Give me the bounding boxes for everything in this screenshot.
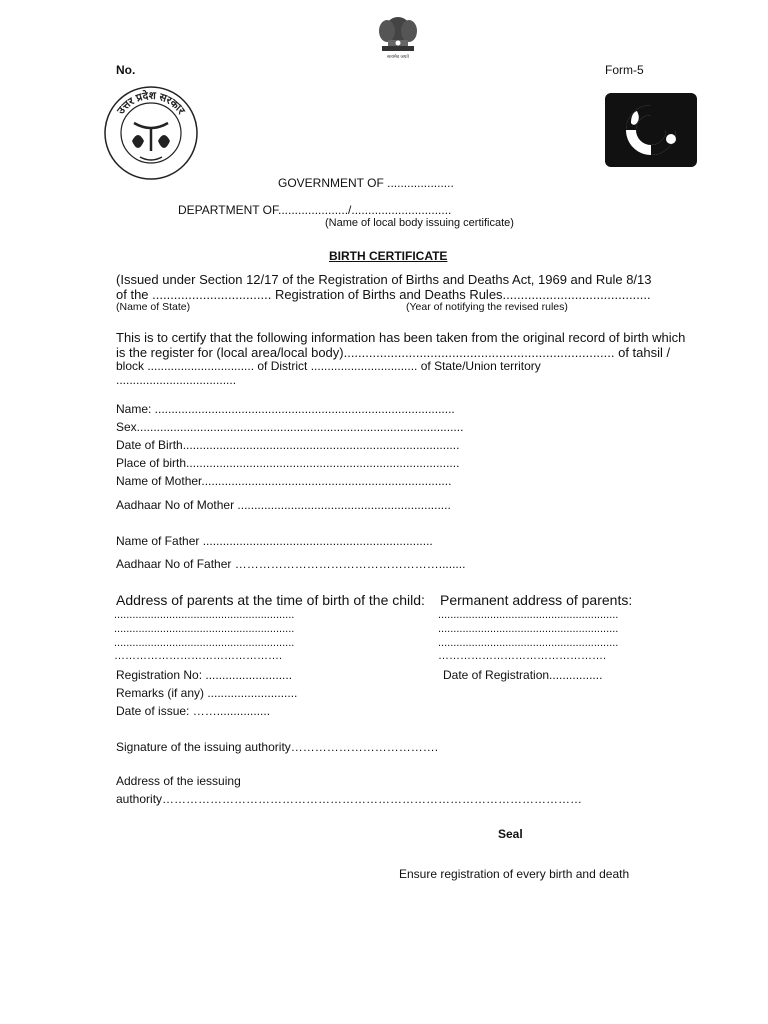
birth-address-line: ………………………………………. [114, 650, 283, 662]
certify-line-2: is the register for (local area/local body)........................................................................... of tahsil / [116, 345, 671, 360]
birth-address-heading: Address of parents at the time of birth of the child: [116, 592, 425, 608]
permanent-address-line: ………………………………………. [438, 650, 607, 662]
field-date-of-birth: Date of Birth................................................................................... [116, 438, 460, 452]
birth-address-line: ........................................................... [114, 609, 295, 621]
certify-line-3: block ................................ of District ................................ of State/Union territory [116, 359, 541, 373]
remarks: Remarks (if any) ........................... [116, 686, 298, 700]
field-mother-name: Name of Mother........................................................................... [116, 474, 452, 488]
up-government-seal-icon [102, 85, 200, 181]
permanent-address-line: ........................................................... [438, 623, 619, 635]
field-name: Name: .......................................................................................... [116, 402, 455, 416]
certificate-title: BIRTH CERTIFICATE [329, 249, 448, 263]
field-aadhaar-father: Aadhaar No of Father ……………………………………………........ [116, 557, 466, 571]
signature-line: Signature of the issuing authority………………………………. [116, 740, 439, 754]
authority-address-label: Address of the iessuing [116, 774, 241, 788]
birth-address-line: ........................................................... [114, 637, 295, 649]
form-label: Form-5 [605, 63, 644, 77]
seal-text: उत्तर प्रदेश सरकार [114, 89, 188, 117]
certify-line-1: This is to certify that the following information has been taken from the original record of birth which [116, 330, 686, 345]
issued-note-year: (Year of notifying the revised rules) [406, 301, 568, 313]
government-line: GOVERNMENT OF .................... [278, 176, 454, 190]
registration-number: Registration No: .......................... [116, 668, 293, 682]
department-note: (Name of local body issuing certificate) [325, 217, 514, 229]
registration-date: Date of Registration................ [443, 668, 603, 682]
field-aadhaar-mother: Aadhaar No of Mother ................................................................ [116, 498, 451, 512]
permanent-address-heading: Permanent address of parents: [440, 592, 633, 608]
issued-note-state: (Name of State) [116, 301, 191, 313]
permanent-address-line: ........................................................... [438, 609, 619, 621]
issued-line-1: (Issued under Section 12/17 of the Registration of Births and Deaths Act, 1969 and Rule 8/13 [116, 272, 652, 287]
field-place-of-birth: Place of birth.................................................................................. [116, 456, 460, 470]
national-emblem-icon [374, 14, 422, 60]
authority-address-line: authority…………………………………………………………………………………………… [116, 792, 583, 806]
seal-label: Seal [498, 827, 523, 841]
issued-line-2: of the ................................. Registration of Births and Deaths Rules......................................... [116, 287, 651, 302]
certify-line-4: .................................... [116, 373, 237, 387]
permanent-address-line: ........................................................... [438, 637, 619, 649]
emblem-caption: सत्यमेव जयते [387, 54, 409, 59]
slogan: Ensure registration of every birth and death [399, 867, 630, 881]
number-label: No. [116, 63, 136, 77]
field-father-name: Name of Father ..................................................................... [116, 534, 433, 548]
department-line: DEPARTMENT OF...................../.............................. [178, 203, 452, 217]
date-of-issue: Date of issue: ……................ [116, 704, 271, 718]
registration-logo-icon [605, 93, 697, 167]
birth-address-line: ........................................................... [114, 623, 295, 635]
field-sex: Sex.................................................................................................. [116, 420, 464, 434]
